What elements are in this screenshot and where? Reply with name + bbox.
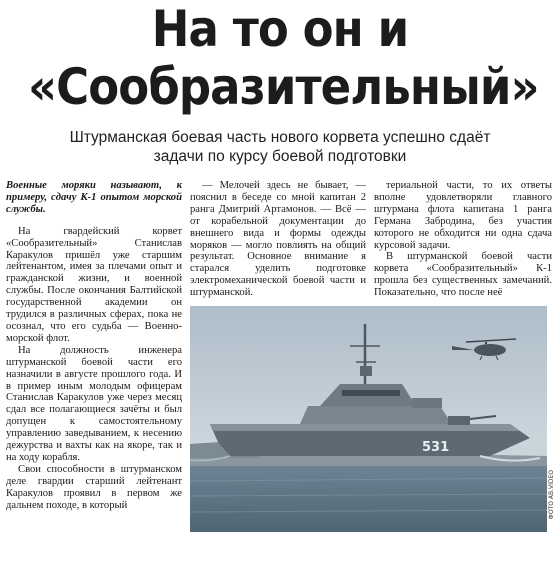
paragraph: Свои способности в штурманском деле гвардии старший лейтенант Каракулов проявил в первом же дальнем походе, в который	[6, 463, 182, 511]
subheadline-line-1: Штурманская боевая часть нового корвета успешно сдаёт	[69, 129, 491, 146]
paragraph: На должность инженера штурманской боевой части его назначили в августе прошлого года. И в пример иным молодым офицерам Станислав Каракулов уже через месяц сдал все полагающиеся зачёты и был допущен к самостоятельному управлению заведыванием, к несению дежурства и вахты как на якоре, так и на ходу корабля.	[6, 344, 182, 463]
article-column-3	[374, 180, 552, 299]
hull-number: 531	[422, 440, 450, 455]
article-column-1	[6, 180, 182, 511]
article-column-2	[190, 180, 366, 299]
lead-paragraph: Военные моряки называют, к примеру, сдачу К-1 опытом морской службы.	[6, 180, 182, 215]
headline-line-1: На то он и	[151, 0, 409, 58]
subheadline-line-2: задачи по курсу боевой подготовки	[153, 148, 407, 165]
corvette-photo	[190, 306, 547, 532]
photo-credit: ФОТО AB.VIDEO	[548, 470, 555, 520]
paragraph: териальной части, то их ответы вполне удовлетворяли главного штурмана флота капитана 1 ранга Германа Забродина, без участия которого не обходится ни одна сдача курсовой задачи.	[374, 180, 552, 251]
subheadline	[20, 128, 540, 166]
paragraph: На гвардейский корвет «Сообразительный» Станислав Каракулов пришёл уже старшим лейтенантом, имея за плечами опыт и гражданской жизни, и военной службы. После окончания Балтийской государственной академии он трудился в различных сферах, пока не осознал, что его судьба — Военно-морской флот.	[6, 225, 182, 344]
corvette-illustration	[190, 306, 547, 532]
headline-line-2: «Сообразительный»	[28, 58, 539, 116]
paragraph: В штурманской боевой части корвета «Сообразительный» К-1 прошла без существенных замечаний. Показательно, что после неё	[374, 251, 552, 299]
paragraph: — Мелочей здесь не бывает, — пояснил в беседе со мной капитан 2 ранга Дмитрий Артамонов. — Всё — от корабельной документации до внешнего вида и формы одежды моряков — могло повлиять на общий результат. Основное внимание я старался уделить подготовке электромеханической боевой части и штурманской.	[190, 180, 366, 299]
